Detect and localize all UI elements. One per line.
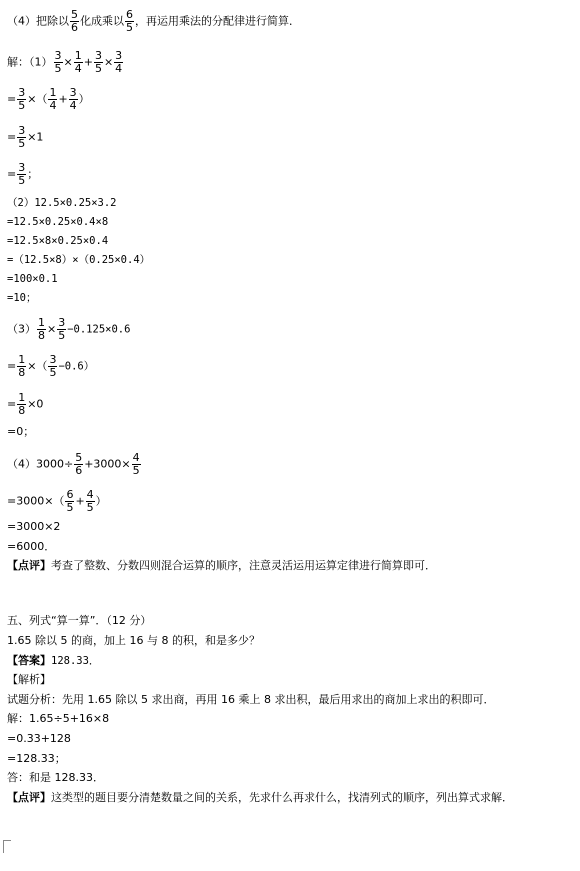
- p3-expression: （3） $\frac{1}{8}$ × $\frac{3}{5}$ −0.125×0.6: [7, 316, 131, 342]
- intro-mid: 化成乘以: [80, 14, 124, 28]
- p4-step-2: =3000×2: [7, 520, 61, 533]
- p4-step-3: =6000．: [7, 540, 56, 553]
- comment-tag: 【点评】: [7, 791, 51, 804]
- p2-line: =（12.5×8）×（0.25×0.4）: [7, 254, 151, 266]
- fraction: $\frac{1}{4}$: [74, 49, 82, 75]
- fraction: $\frac{3}{5}$: [94, 49, 102, 75]
- intro-line: [7, 9, 300, 34]
- fraction: $\frac{5}{6}$: [71, 8, 78, 34]
- fraction: $\frac{6}{5}$: [126, 8, 133, 34]
- analysis-text: 试题分析：先用 1.65 除以 5 求出商，再用 16 乘上 8 求出积，最后用求出的商加上求出的积即可．: [7, 693, 495, 706]
- answer-line: [7, 654, 99, 668]
- p1-step-1: = $\frac{3}{5}$ ×（ $\frac{1}{4}$ + $\frac{3}{4}$ ）: [7, 86, 90, 112]
- comment-text: 考查了整数、分数四则混合运算的顺序，注意灵活运用运算定律进行简算即可．: [51, 559, 436, 572]
- fraction: $\frac{3}{5}$: [18, 124, 26, 150]
- intro-suffix: ，再运用乘法的分配律进行简算．: [135, 14, 300, 28]
- p1-step-2: = $\frac{3}{5}$ ×1: [7, 124, 44, 150]
- final-answer: 答：和是 128.33．: [7, 771, 104, 784]
- fraction: $\frac{3}{4}$: [69, 86, 77, 112]
- section-title: 五、列式“算一算”．（12 分）: [7, 614, 152, 627]
- p1-step-3: = $\frac{3}{5}$ ；: [7, 161, 39, 187]
- fraction: $\frac{6}{5}$: [66, 488, 74, 514]
- analysis-tag: 【解析】: [7, 673, 51, 686]
- question-text: 1.65 除以 5 的商，加上 16 与 8 的积，和是多少？: [7, 634, 260, 647]
- fraction: $\frac{3}{4}$: [115, 49, 123, 75]
- p2-line: =12.5×0.25×0.4×8: [7, 216, 109, 228]
- comment-tag: 【点评】: [7, 559, 51, 572]
- fraction: $\frac{3}{5}$: [18, 161, 26, 187]
- fraction: $\frac{5}{6}$: [75, 451, 83, 477]
- solution-step: 解：1.65÷5+16×8: [7, 712, 110, 725]
- fraction: $\frac{3}{5}$: [54, 49, 62, 75]
- intro-prefix: （4）把除以: [7, 14, 69, 28]
- fraction: $\frac{1}{8}$: [38, 316, 45, 342]
- p2-line: =12.5×8×0.25×0.4: [7, 235, 109, 247]
- comment-line: [7, 559, 436, 573]
- answer-tag: 【答案】: [7, 654, 51, 667]
- fraction: $\frac{1}{8}$: [18, 391, 26, 417]
- solution-step: =128.33；: [7, 752, 66, 765]
- p4-expression: （4）3000÷ $\frac{5}{6}$ +3000× $\frac{4}{5}$: [7, 451, 140, 477]
- page-corner-mark: [3, 840, 11, 853]
- p4-step-1: =3000×（ $\frac{6}{5}$ + $\frac{4}{5}$ ）: [7, 488, 107, 514]
- comment-line: [7, 791, 513, 805]
- p3-step-3: =0；: [7, 425, 35, 438]
- fraction: $\frac{1}{4}$: [49, 86, 57, 112]
- p3-step-2: = $\frac{1}{8}$ ×0: [7, 391, 44, 417]
- fraction: $\frac{3}{5}$: [49, 353, 57, 379]
- fraction: $\frac{3}{5}$: [18, 86, 26, 112]
- fraction: $\frac{4}{5}$: [132, 451, 140, 477]
- p2-line: =100×0.1: [7, 273, 58, 285]
- p1-expression: 解：（1） $\frac{3}{5}$ × $\frac{1}{4}$ + $\frac{3}{5}$ × $\frac{3}{4}$: [7, 49, 123, 75]
- solution-step: =0.33+128: [7, 732, 71, 745]
- p2-line: （2）12.5×0.25×3.2: [7, 197, 117, 209]
- p2-line: =10；: [7, 292, 37, 304]
- fraction: $\frac{4}{5}$: [86, 488, 94, 514]
- fraction: $\frac{1}{8}$: [18, 353, 26, 379]
- fraction: $\frac{3}{5}$: [58, 316, 66, 342]
- p3-step-1: = $\frac{1}{8}$ ×（ $\frac{3}{5}$ −0.6）: [7, 353, 95, 379]
- answer-value: 128.33．: [51, 655, 100, 667]
- comment-text: 这类型的题目要分清楚数量之间的关系，先求什么再求什么，找清列式的顺序，列出算式求解．: [51, 791, 513, 804]
